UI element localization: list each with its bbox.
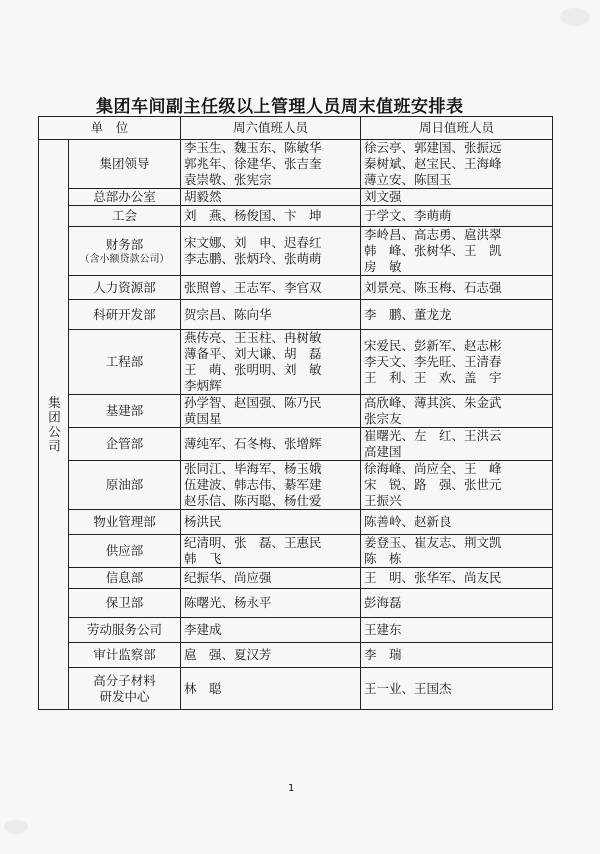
dept-name: 基建部: [105, 403, 144, 418]
dept-name: 科研开发部: [93, 306, 156, 322]
sunday-staff: 陈善岭、赵新良: [361, 510, 553, 535]
sunday-staff: 王一业、王国杰: [361, 668, 553, 710]
dept-cell: [69, 461, 181, 510]
dept-name: 劳动服务公司: [86, 622, 162, 637]
dept-name: 财务部: [105, 236, 144, 252]
dept-cell: [69, 643, 181, 668]
dept-name: 集团领导: [99, 156, 150, 171]
dept-name: 信息部: [105, 570, 144, 585]
saturday-staff: 薄纯军、石冬梅、张增辉: [181, 428, 361, 461]
dept-name: 供应部: [105, 543, 144, 558]
sunday-staff: 李 瑞: [361, 643, 553, 668]
sunday-staff: 王 明、张华军、尚友民: [361, 568, 553, 589]
dept-cell: [69, 428, 181, 461]
duty-schedule-table: [38, 116, 553, 710]
saturday-staff: 纪清明、张 磊、王惠民 韩 飞: [181, 535, 361, 568]
document-title: 集团车间副主任级以上管理人员周末值班安排表: [96, 97, 464, 117]
group-label: 集团公司: [39, 140, 69, 710]
table-row: [39, 206, 553, 227]
saturday-staff: 张同江、毕海军、杨玉娥 伍建波、韩志伟、綦军建 赵乐信、陈丙聪、杨仕爱: [181, 461, 361, 510]
saturday-staff: 燕传亮、王玉柱、冉树敏 薄备平、刘大谦、胡 磊 王 萌、张明明、刘 敏 李炳辉: [181, 330, 361, 395]
dept-cell: [69, 189, 181, 206]
header-unit: 单 位: [39, 117, 181, 140]
sunday-staff: 姜登玉、崔友志、荆文凯 陈 栋: [361, 535, 553, 568]
sunday-staff: 王建东: [361, 618, 553, 643]
table-row: [39, 276, 553, 300]
saturday-staff: 扈 强、夏汉芳: [181, 643, 361, 668]
page-number: 1: [288, 783, 295, 794]
dept-cell: [69, 510, 181, 535]
saturday-staff: 李玉生、魏玉东、陈敏华 郭兆年、徐建华、张吉奎 袁崇敬、张宪宗: [181, 140, 361, 189]
header-sunday: 周日值班人员: [361, 117, 553, 140]
dept-cell: [69, 330, 181, 395]
saturday-staff: 陈曙光、杨永平: [181, 589, 361, 618]
table-row: [39, 668, 553, 710]
dept-name: 保卫部: [105, 595, 144, 610]
sunday-staff: 李 鹏、董龙龙: [361, 300, 553, 330]
saturday-staff: 张照曾、王志军、李官双: [181, 276, 361, 300]
scan-speck: [560, 8, 590, 26]
sunday-staff: 崔曙光、左 红、王洪云 高建国: [361, 428, 553, 461]
dept-name: 物业管理部: [93, 514, 156, 529]
saturday-staff: 刘 燕、杨俊国、卞 坤: [181, 206, 361, 227]
saturday-staff: 贺宗昌、陈向华: [181, 300, 361, 330]
dept-cell: [69, 668, 181, 710]
table-row: [39, 428, 553, 461]
dept-name: 审计监察部: [93, 647, 156, 662]
sunday-staff: 于学文、李萌萌: [361, 206, 553, 227]
sunday-staff: 徐云亭、郭建国、张振远 秦树斌、赵宝民、王海峰 薄立安、陈国玉: [361, 140, 553, 189]
dept-cell: [69, 227, 181, 276]
table-row: [39, 568, 553, 589]
dept-cell: [69, 395, 181, 428]
dept-cell: [69, 140, 181, 189]
dept-cell: [69, 276, 181, 300]
sunday-staff: 高欣峰、薄其滨、朱金武 张宗友: [361, 395, 553, 428]
saturday-staff: 纪振华、尚应强: [181, 568, 361, 589]
table-row: [39, 330, 553, 395]
dept-cell: [69, 300, 181, 330]
table-row: [39, 395, 553, 428]
dept-cell: [69, 535, 181, 568]
table-row: [39, 461, 553, 510]
dept-name: 高分子材料 研发中心: [93, 672, 156, 704]
saturday-staff: 林 聪: [181, 668, 361, 710]
saturday-staff: 孙学智、赵国强、陈乃民 黄国星: [181, 395, 361, 428]
header-saturday: 周六值班人员: [181, 117, 361, 140]
sunday-staff: 刘文强: [361, 189, 553, 206]
table-row: [39, 535, 553, 568]
saturday-staff: 宋文娜、刘 申、迟春红 李志鹏、张炳玲、张萌萌: [181, 227, 361, 276]
dept-name: 工程部: [105, 354, 144, 369]
sunday-staff: 彭海磊: [361, 589, 553, 618]
table-row: [39, 618, 553, 643]
dept-cell: [69, 568, 181, 589]
dept-cell: [69, 206, 181, 227]
table-row: [39, 300, 553, 330]
saturday-staff: 杨洪民: [181, 510, 361, 535]
dept-name: 人力资源部: [93, 279, 156, 295]
dept-name: 工会: [111, 208, 137, 223]
dept-cell: [69, 618, 181, 643]
scan-speck: [4, 820, 28, 834]
sunday-staff: 宋爱民、彭新军、赵志彬 李天文、李先旺、王清春 王 利、王 欢、盖 宇: [361, 330, 553, 395]
dept-subtitle: （含小额贷款公司）: [79, 253, 170, 265]
saturday-staff: 胡毅然: [181, 189, 361, 206]
table-row: [39, 589, 553, 618]
sunday-staff: 刘景亮、陈玉梅、石志强: [361, 276, 553, 300]
dept-cell: [69, 589, 181, 618]
dept-name: 原油部: [105, 477, 144, 492]
table-row: [39, 189, 553, 206]
table-row: [39, 227, 553, 276]
sunday-staff: 李岭昌、高志勇、扈洪翠 韩 峰、张树华、王 凯 房 敏: [361, 227, 553, 276]
table-row: [39, 510, 553, 535]
table-row: [39, 643, 553, 668]
table-row: [39, 140, 553, 189]
saturday-staff: 李建成: [181, 618, 361, 643]
sunday-staff: 徐海峰、尚应全、王 峰 宋 锐、路 强、张世元 王振兴: [361, 461, 553, 510]
dept-name: 总部办公室: [93, 189, 156, 204]
dept-name: 企管部: [105, 436, 144, 451]
table-header-row: [39, 117, 553, 140]
